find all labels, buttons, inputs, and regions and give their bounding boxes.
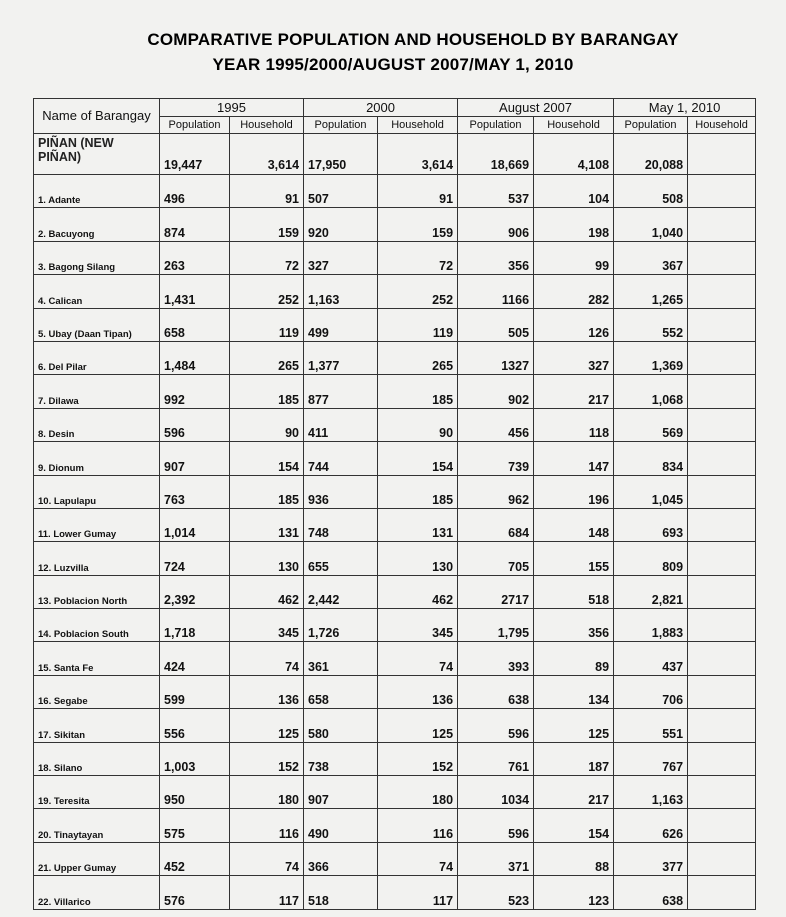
cell: 91 (230, 175, 304, 208)
barangay-name: 4. Calican (34, 275, 160, 308)
cell: 906 (458, 208, 534, 241)
cell: 72 (378, 241, 458, 274)
cell: 763 (160, 475, 230, 508)
table-row (34, 675, 756, 708)
population-header: Population (304, 117, 378, 134)
cell: 576 (160, 876, 230, 909)
cell: 556 (160, 709, 230, 742)
cell: 123 (534, 876, 614, 909)
cell: 18,669 (458, 134, 534, 175)
cell: 361 (304, 642, 378, 675)
cell (688, 208, 756, 241)
cell: 99 (534, 241, 614, 274)
cell (688, 542, 756, 575)
cell: 104 (534, 175, 614, 208)
cell: 1034 (458, 776, 534, 809)
household-header: Household (534, 117, 614, 134)
cell: 920 (304, 208, 378, 241)
cell: 159 (230, 208, 304, 241)
cell: 119 (230, 308, 304, 341)
cell: 125 (534, 709, 614, 742)
cell: 1,377 (304, 341, 378, 374)
cell: 185 (378, 475, 458, 508)
cell: 552 (614, 308, 688, 341)
cell (688, 408, 756, 441)
cell: 452 (160, 842, 230, 875)
cell: 1,484 (160, 341, 230, 374)
cell: 2717 (458, 575, 534, 608)
barangay-name: 5. Ubay (Daan Tipan) (34, 308, 160, 341)
cell: 327 (534, 341, 614, 374)
cell: 1,003 (160, 742, 230, 775)
cell: 1,265 (614, 275, 688, 308)
cell: 744 (304, 442, 378, 475)
cell (688, 175, 756, 208)
cell: 596 (458, 809, 534, 842)
cell: 907 (304, 776, 378, 809)
table-row (34, 575, 756, 608)
cell: 152 (378, 742, 458, 775)
cell (688, 308, 756, 341)
table-row (34, 609, 756, 642)
cell: 125 (378, 709, 458, 742)
cell: 596 (160, 408, 230, 441)
table-row (34, 642, 756, 675)
barangay-name: 11. Lower Gumay (34, 508, 160, 541)
cell: 90 (378, 408, 458, 441)
cell: 185 (230, 475, 304, 508)
cell: 130 (230, 542, 304, 575)
cell: 282 (534, 275, 614, 308)
cell: 569 (614, 408, 688, 441)
cell (688, 241, 756, 274)
cell: 1,163 (304, 275, 378, 308)
cell: 2,392 (160, 575, 230, 608)
cell: 154 (534, 809, 614, 842)
table-row (34, 375, 756, 408)
cell: 767 (614, 742, 688, 775)
cell: 599 (160, 675, 230, 708)
cell: 198 (534, 208, 614, 241)
barangay-name: 8. Desin (34, 408, 160, 441)
cell: 1,369 (614, 341, 688, 374)
cell (688, 275, 756, 308)
cell: 152 (230, 742, 304, 775)
barangay-name: 22. Villarico (34, 876, 160, 909)
cell: 739 (458, 442, 534, 475)
barangay-name: 10. Lapulapu (34, 475, 160, 508)
period-header-1995: 1995 (160, 99, 304, 117)
total-row (34, 134, 756, 175)
cell: 1,795 (458, 609, 534, 642)
cell: 490 (304, 809, 378, 842)
cell: 125 (230, 709, 304, 742)
barangay-name: 14. Poblacion South (34, 609, 160, 642)
barangay-name: 17. Sikitan (34, 709, 160, 742)
report-title: COMPARATIVE POPULATION AND HOUSEHOLD BY BARANGAY (147, 30, 679, 49)
cell: 499 (304, 308, 378, 341)
cell: 263 (160, 241, 230, 274)
cell: 1,718 (160, 609, 230, 642)
cell: 131 (230, 508, 304, 541)
table-row (34, 776, 756, 809)
cell: 371 (458, 842, 534, 875)
cell: 907 (160, 442, 230, 475)
cell: 185 (378, 375, 458, 408)
table-row (34, 475, 756, 508)
cell: 345 (230, 609, 304, 642)
cell: 655 (304, 542, 378, 575)
table-row (34, 876, 756, 909)
cell: 159 (378, 208, 458, 241)
cell (688, 709, 756, 742)
cell (688, 776, 756, 809)
barangay-name: 21. Upper Gumay (34, 842, 160, 875)
cell: 992 (160, 375, 230, 408)
cell: 2,821 (614, 575, 688, 608)
household-header: Household (688, 117, 756, 134)
table-row (34, 408, 756, 441)
cell (688, 475, 756, 508)
barangay-name: 15. Santa Fe (34, 642, 160, 675)
population-header: Population (160, 117, 230, 134)
table-row (34, 742, 756, 775)
cell: 684 (458, 508, 534, 541)
cell: 187 (534, 742, 614, 775)
cell: 462 (230, 575, 304, 608)
cell: 126 (534, 308, 614, 341)
cell: 252 (378, 275, 458, 308)
table-row (34, 442, 756, 475)
cell: 136 (378, 675, 458, 708)
header-row-periods (34, 99, 756, 117)
cell: 1166 (458, 275, 534, 308)
cell: 411 (304, 408, 378, 441)
cell: 377 (614, 842, 688, 875)
table-row (34, 208, 756, 241)
cell: 580 (304, 709, 378, 742)
cell: 180 (378, 776, 458, 809)
cell: 834 (614, 442, 688, 475)
barangay-name: 16. Segabe (34, 675, 160, 708)
report-subtitle: YEAR 1995/2000/AUGUST 2007/MAY 1, 2010 (212, 55, 574, 74)
cell (688, 341, 756, 374)
cell: 356 (458, 241, 534, 274)
cell: 505 (458, 308, 534, 341)
cell: 74 (230, 642, 304, 675)
cell: 1327 (458, 341, 534, 374)
cell: 89 (534, 642, 614, 675)
cell (688, 742, 756, 775)
cell: 72 (230, 241, 304, 274)
cell: 74 (230, 842, 304, 875)
cell: 518 (304, 876, 378, 909)
cell: 518 (534, 575, 614, 608)
cell: 118 (534, 408, 614, 441)
cell: 185 (230, 375, 304, 408)
cell: 724 (160, 542, 230, 575)
cell: 507 (304, 175, 378, 208)
cell (688, 609, 756, 642)
cell: 537 (458, 175, 534, 208)
cell: 462 (378, 575, 458, 608)
cell: 902 (458, 375, 534, 408)
cell: 706 (614, 675, 688, 708)
cell: 437 (614, 642, 688, 675)
cell: 147 (534, 442, 614, 475)
cell: 74 (378, 642, 458, 675)
period-header-2010: May 1, 2010 (614, 99, 756, 117)
table-row (34, 508, 756, 541)
cell: 424 (160, 642, 230, 675)
cell: 626 (614, 809, 688, 842)
cell: 265 (230, 341, 304, 374)
cell: 1,163 (614, 776, 688, 809)
barangay-rows (34, 175, 756, 910)
cell: 136 (230, 675, 304, 708)
cell: 2,442 (304, 575, 378, 608)
cell: 148 (534, 508, 614, 541)
barangay-name: 19. Teresita (34, 776, 160, 809)
cell (688, 134, 756, 175)
cell: 217 (534, 776, 614, 809)
barangay-name-header: Name of Barangay (34, 99, 160, 134)
population-header: Population (614, 117, 688, 134)
cell: 393 (458, 642, 534, 675)
cell: 4,108 (534, 134, 614, 175)
cell: 508 (614, 175, 688, 208)
population-header: Population (458, 117, 534, 134)
cell (688, 442, 756, 475)
cell (688, 876, 756, 909)
cell: 551 (614, 709, 688, 742)
barangay-name: 2. Bacuyong (34, 208, 160, 241)
cell: 456 (458, 408, 534, 441)
cell: 155 (534, 542, 614, 575)
cell: 936 (304, 475, 378, 508)
cell: 496 (160, 175, 230, 208)
cell: 809 (614, 542, 688, 575)
cell: 1,431 (160, 275, 230, 308)
cell (688, 508, 756, 541)
cell: 91 (378, 175, 458, 208)
cell (688, 675, 756, 708)
cell (688, 375, 756, 408)
cell (688, 642, 756, 675)
cell: 1,014 (160, 508, 230, 541)
cell (688, 809, 756, 842)
cell: 638 (614, 876, 688, 909)
cell: 154 (230, 442, 304, 475)
table-row (34, 308, 756, 341)
cell: 1,726 (304, 609, 378, 642)
barangay-name: 1. Adante (34, 175, 160, 208)
cell: 180 (230, 776, 304, 809)
cell: 366 (304, 842, 378, 875)
cell: 20,088 (614, 134, 688, 175)
total-name: PIÑAN (NEW PIÑAN) (34, 134, 160, 175)
table-row (34, 842, 756, 875)
cell: 748 (304, 508, 378, 541)
cell: 658 (160, 308, 230, 341)
cell: 19,447 (160, 134, 230, 175)
cell (688, 575, 756, 608)
cell: 265 (378, 341, 458, 374)
cell: 693 (614, 508, 688, 541)
cell (688, 842, 756, 875)
cell: 88 (534, 842, 614, 875)
household-header: Household (230, 117, 304, 134)
cell: 119 (378, 308, 458, 341)
cell: 738 (304, 742, 378, 775)
cell: 962 (458, 475, 534, 508)
cell: 874 (160, 208, 230, 241)
table-row (34, 175, 756, 208)
cell: 705 (458, 542, 534, 575)
cell: 90 (230, 408, 304, 441)
cell: 877 (304, 375, 378, 408)
cell: 17,950 (304, 134, 378, 175)
cell: 761 (458, 742, 534, 775)
barangay-name: 18. Silano (34, 742, 160, 775)
cell: 356 (534, 609, 614, 642)
cell: 1,883 (614, 609, 688, 642)
table-row (34, 542, 756, 575)
cell: 575 (160, 809, 230, 842)
cell: 1,045 (614, 475, 688, 508)
cell: 638 (458, 675, 534, 708)
cell: 1,040 (614, 208, 688, 241)
barangay-name: 9. Dionum (34, 442, 160, 475)
table-row (34, 341, 756, 374)
cell: 116 (230, 809, 304, 842)
barangay-name: 3. Bagong Silang (34, 241, 160, 274)
barangay-name: 6. Del Pilar (34, 341, 160, 374)
table-row (34, 275, 756, 308)
barangay-name: 7. Dilawa (34, 375, 160, 408)
cell: 252 (230, 275, 304, 308)
household-header: Household (378, 117, 458, 134)
table-row (34, 241, 756, 274)
barangay-name: 13. Poblacion North (34, 575, 160, 608)
cell: 130 (378, 542, 458, 575)
cell: 950 (160, 776, 230, 809)
cell: 596 (458, 709, 534, 742)
cell: 658 (304, 675, 378, 708)
cell: 367 (614, 241, 688, 274)
table-row (34, 709, 756, 742)
cell: 3,614 (378, 134, 458, 175)
barangay-name: 12. Luzvilla (34, 542, 160, 575)
period-header-2007: August 2007 (458, 99, 614, 117)
population-table (33, 98, 756, 910)
barangay-name: 20. Tinaytayan (34, 809, 160, 842)
cell: 117 (378, 876, 458, 909)
cell: 217 (534, 375, 614, 408)
cell: 523 (458, 876, 534, 909)
cell: 117 (230, 876, 304, 909)
cell: 131 (378, 508, 458, 541)
cell: 345 (378, 609, 458, 642)
period-header-2000: 2000 (304, 99, 458, 117)
cell: 1,068 (614, 375, 688, 408)
cell: 134 (534, 675, 614, 708)
cell: 3,614 (230, 134, 304, 175)
cell: 196 (534, 475, 614, 508)
table-row (34, 809, 756, 842)
cell: 74 (378, 842, 458, 875)
cell: 327 (304, 241, 378, 274)
cell: 154 (378, 442, 458, 475)
cell: 116 (378, 809, 458, 842)
